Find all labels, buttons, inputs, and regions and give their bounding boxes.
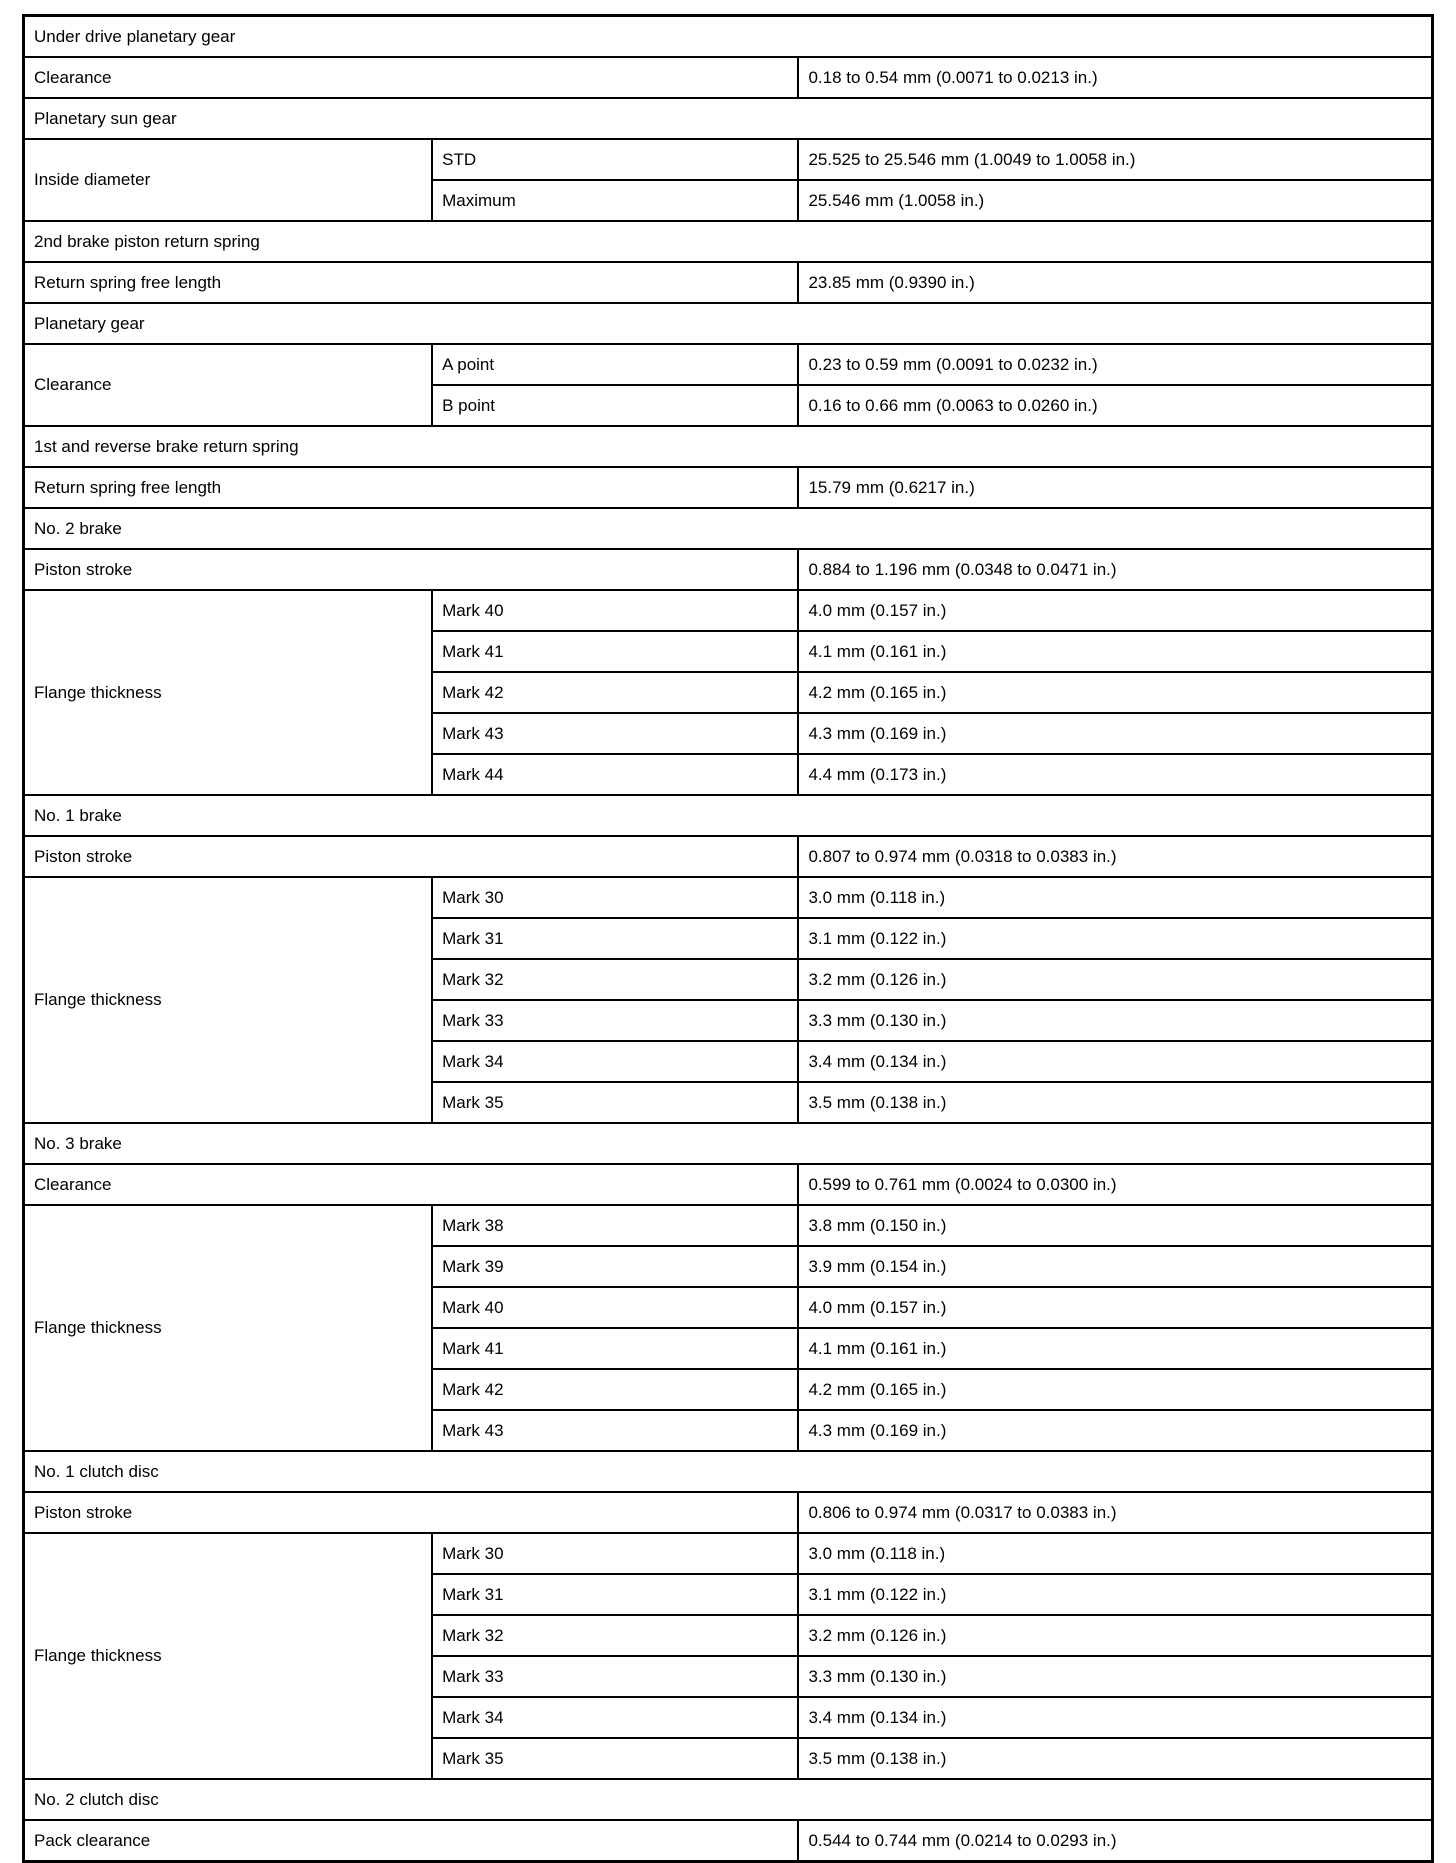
spec-sub-cell: Mark 34 <box>432 1697 798 1738</box>
spec-value-cell: 4.0 mm (0.157 in.) <box>798 590 1432 631</box>
table-row <box>24 1123 1433 1164</box>
table-row <box>24 1533 1433 1574</box>
spec-sub-cell: Mark 35 <box>432 1082 798 1123</box>
spec-sub-cell: Mark 33 <box>432 1656 798 1697</box>
spec-value-cell: 3.1 mm (0.122 in.) <box>798 918 1432 959</box>
spec-value-cell: 4.1 mm (0.161 in.) <box>798 1328 1432 1369</box>
spec-label-cell: Clearance <box>24 1164 799 1205</box>
spec-sub-cell: Mark 30 <box>432 1533 798 1574</box>
spec-sub-cell: Mark 33 <box>432 1000 798 1041</box>
spec-value-cell: 3.4 mm (0.134 in.) <box>798 1041 1432 1082</box>
spec-sub-cell: A point <box>432 344 798 385</box>
section-header-cell: 1st and reverse brake return spring <box>24 426 1433 467</box>
section-header-cell: Planetary gear <box>24 303 1433 344</box>
spec-label-cell: Piston stroke <box>24 1492 799 1533</box>
section-header-cell: Under drive planetary gear <box>24 16 1433 58</box>
spec-value-cell: 3.1 mm (0.122 in.) <box>798 1574 1432 1615</box>
spec-label-cell: Return spring free length <box>24 467 799 508</box>
table-row <box>24 590 1433 631</box>
spec-sub-cell: Mark 43 <box>432 1410 798 1451</box>
spec-value-cell: 3.0 mm (0.118 in.) <box>798 1533 1432 1574</box>
spec-value-cell: 3.2 mm (0.126 in.) <box>798 959 1432 1000</box>
section-header-cell: No. 2 clutch disc <box>24 1779 1433 1820</box>
spec-sub-cell: Mark 34 <box>432 1041 798 1082</box>
spec-sub-cell: Mark 31 <box>432 1574 798 1615</box>
table-row <box>24 303 1433 344</box>
table-row <box>24 98 1433 139</box>
section-header-cell: Planetary sun gear <box>24 98 1433 139</box>
spec-value-cell: 3.8 mm (0.150 in.) <box>798 1205 1432 1246</box>
table-row <box>24 1779 1433 1820</box>
spec-value-cell: 4.2 mm (0.165 in.) <box>798 672 1432 713</box>
table-row <box>24 508 1433 549</box>
section-header-cell: No. 1 clutch disc <box>24 1451 1433 1492</box>
specifications-table <box>22 14 1434 1863</box>
spec-label-cell: Flange thickness <box>24 1205 433 1451</box>
spec-value-cell: 0.884 to 1.196 mm (0.0348 to 0.0471 in.) <box>798 549 1432 590</box>
section-header-cell: No. 1 brake <box>24 795 1433 836</box>
spec-value-cell: 0.807 to 0.974 mm (0.0318 to 0.0383 in.) <box>798 836 1432 877</box>
spec-value-cell: 3.5 mm (0.138 in.) <box>798 1738 1432 1779</box>
table-row <box>24 795 1433 836</box>
spec-value-cell: 0.599 to 0.761 mm (0.0024 to 0.0300 in.) <box>798 1164 1432 1205</box>
spec-label-cell: Clearance <box>24 344 433 426</box>
table-row <box>24 1205 1433 1246</box>
spec-sub-cell: Mark 31 <box>432 918 798 959</box>
spec-value-cell: 3.4 mm (0.134 in.) <box>798 1697 1432 1738</box>
table-row <box>24 549 1433 590</box>
spec-value-cell: 4.0 mm (0.157 in.) <box>798 1287 1432 1328</box>
spec-sub-cell: Mark 42 <box>432 672 798 713</box>
spec-sub-cell: Mark 40 <box>432 1287 798 1328</box>
spec-label-cell: Clearance <box>24 57 799 98</box>
spec-value-cell: 3.3 mm (0.130 in.) <box>798 1656 1432 1697</box>
spec-value-cell: 15.79 mm (0.6217 in.) <box>798 467 1432 508</box>
table-row <box>24 221 1433 262</box>
spec-value-cell: 0.806 to 0.974 mm (0.0317 to 0.0383 in.) <box>798 1492 1432 1533</box>
spec-sub-cell: Mark 41 <box>432 1328 798 1369</box>
table-row <box>24 139 1433 180</box>
spec-value-cell: 4.3 mm (0.169 in.) <box>798 1410 1432 1451</box>
spec-label-cell: Piston stroke <box>24 836 799 877</box>
spec-sub-cell: Mark 41 <box>432 631 798 672</box>
spec-value-cell: 4.1 mm (0.161 in.) <box>798 631 1432 672</box>
spec-label-cell: Pack clearance <box>24 1820 799 1862</box>
section-header-cell: No. 2 brake <box>24 508 1433 549</box>
spec-sub-cell: Maximum <box>432 180 798 221</box>
table-row <box>24 1492 1433 1533</box>
spec-label-cell: Flange thickness <box>24 1533 433 1779</box>
spec-sub-cell: Mark 42 <box>432 1369 798 1410</box>
table-row <box>24 426 1433 467</box>
spec-value-cell: 3.0 mm (0.118 in.) <box>798 877 1432 918</box>
spec-sub-cell: STD <box>432 139 798 180</box>
section-header-cell: 2nd brake piston return spring <box>24 221 1433 262</box>
table-row <box>24 57 1433 98</box>
spec-value-cell: 0.23 to 0.59 mm (0.0091 to 0.0232 in.) <box>798 344 1432 385</box>
spec-sub-cell: Mark 32 <box>432 959 798 1000</box>
table-row <box>24 877 1433 918</box>
spec-label-cell: Piston stroke <box>24 549 799 590</box>
spec-label-cell: Return spring free length <box>24 262 799 303</box>
spec-value-cell: 3.5 mm (0.138 in.) <box>798 1082 1432 1123</box>
spec-label-cell: Inside diameter <box>24 139 433 221</box>
spec-value-cell: 3.2 mm (0.126 in.) <box>798 1615 1432 1656</box>
spec-sub-cell: Mark 38 <box>432 1205 798 1246</box>
spec-sub-cell: Mark 39 <box>432 1246 798 1287</box>
table-row <box>24 467 1433 508</box>
table-row <box>24 1164 1433 1205</box>
spec-sub-cell: Mark 30 <box>432 877 798 918</box>
spec-value-cell: 4.3 mm (0.169 in.) <box>798 713 1432 754</box>
spec-label-cell: Flange thickness <box>24 877 433 1123</box>
section-header-cell: No. 3 brake <box>24 1123 1433 1164</box>
spec-sub-cell: Mark 40 <box>432 590 798 631</box>
spec-sub-cell: Mark 32 <box>432 1615 798 1656</box>
spec-value-cell: 0.16 to 0.66 mm (0.0063 to 0.0260 in.) <box>798 385 1432 426</box>
spec-value-cell: 0.544 to 0.744 mm (0.0214 to 0.0293 in.) <box>798 1820 1432 1862</box>
table-row <box>24 16 1433 58</box>
table-row <box>24 262 1433 303</box>
table-row <box>24 836 1433 877</box>
spec-sub-cell: B point <box>432 385 798 426</box>
table-row <box>24 1820 1433 1862</box>
spec-value-cell: 3.9 mm (0.154 in.) <box>798 1246 1432 1287</box>
spec-value-cell: 3.3 mm (0.130 in.) <box>798 1000 1432 1041</box>
spec-value-cell: 23.85 mm (0.9390 in.) <box>798 262 1432 303</box>
table-row <box>24 1451 1433 1492</box>
spec-sub-cell: Mark 35 <box>432 1738 798 1779</box>
spec-value-cell: 25.525 to 25.546 mm (1.0049 to 1.0058 in.) <box>798 139 1432 180</box>
spec-sub-cell: Mark 44 <box>432 754 798 795</box>
spec-value-cell: 4.4 mm (0.173 in.) <box>798 754 1432 795</box>
spec-label-cell: Flange thickness <box>24 590 433 795</box>
spec-value-cell: 0.18 to 0.54 mm (0.0071 to 0.0213 in.) <box>798 57 1432 98</box>
spec-sub-cell: Mark 43 <box>432 713 798 754</box>
spec-value-cell: 25.546 mm (1.0058 in.) <box>798 180 1432 221</box>
spec-value-cell: 4.2 mm (0.165 in.) <box>798 1369 1432 1410</box>
table-row <box>24 344 1433 385</box>
